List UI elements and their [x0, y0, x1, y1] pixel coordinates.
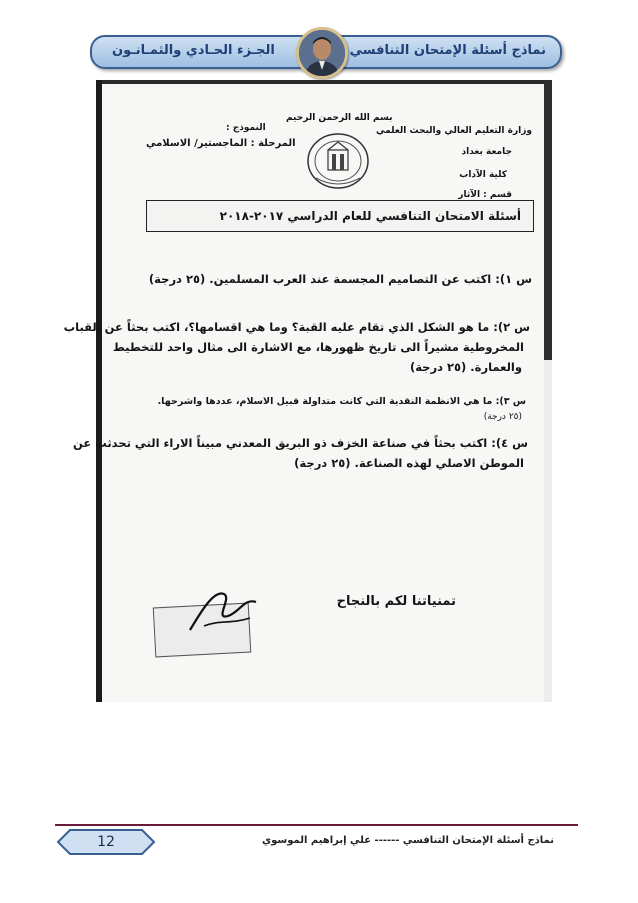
stage-label: المرحلة : الماجستير/ الاسلامي	[146, 138, 296, 149]
scan-edge-right	[544, 80, 552, 360]
header-part-title: الجـزء الحـادي والثمـانـون	[112, 43, 275, 58]
question-4-line-2: الموطن الاصلي لهذه الصناعة. (٢٥ درجة)	[294, 456, 524, 470]
basmala: بسم الله الرحمن الرحيم	[286, 113, 393, 123]
question-4-line-1: س ٤): اكتب بحثاً في صناعة الخزف ذو البريق المعدني مبيناً الاراء التي تحدثت عن	[72, 436, 528, 450]
university-seal-icon	[306, 132, 370, 190]
question-1: س ١): اكتب عن التصاميم المجسمة عند العرب المسلمين. (٢٥ درجة)	[148, 272, 532, 286]
question-3-line-2: (٢٥ درجة)	[483, 412, 522, 422]
handwritten-signature-icon	[184, 580, 264, 640]
question-2-line-3: والعمارة. (٢٥ درجة)	[409, 360, 522, 374]
page-number: 12	[97, 834, 115, 850]
footer-credit: نماذج أسئلة الإمتحان التنافسي ------ علي إبراهيم الموسوي	[261, 835, 554, 846]
scanned-exam-page	[63, 80, 552, 702]
question-2-line-1: س ٢): ما هو الشكل الذي تقام عليه القبة؟ وما هي اقسامها؟، اكتب بحثاً عن القباب	[63, 320, 530, 334]
scan-edge-left	[96, 80, 102, 702]
scan-edge-top	[96, 80, 552, 84]
question-3-line-1: س ٣): ما هي الانظمة النقدية التي كانت متداولة قبيل الاسلام، عددها واشرحها.	[157, 396, 526, 407]
author-portrait-icon	[296, 27, 348, 79]
closing-wish: تمنياتنا لكم بالنجاح	[336, 594, 456, 609]
footer-divider	[55, 824, 578, 826]
scan-margin-right	[544, 360, 552, 702]
exam-title-box	[146, 200, 534, 232]
university-name: جامعة بغداد	[461, 147, 512, 157]
exam-title: أسئلة الامتحان التنافسي للعام الدراسي ٢٠١٧-٢٠١٨	[219, 209, 521, 223]
question-2-line-2: المخروطية مشيراً الى تاريخ ظهورها، مع الاشارة الى مثال واحد للتخطيط	[112, 340, 524, 354]
department-name: قسم : الآثار	[458, 190, 512, 200]
college-name: كلية الآداب	[459, 170, 507, 180]
model-label: النموذج :	[226, 123, 266, 133]
ministry-name: وزارة التعليم العالي والبحث العلمي	[375, 126, 532, 136]
page-number-badge	[56, 828, 156, 856]
header-series-title: نماذج أسئلة الإمتحان التنافسي	[349, 43, 546, 58]
